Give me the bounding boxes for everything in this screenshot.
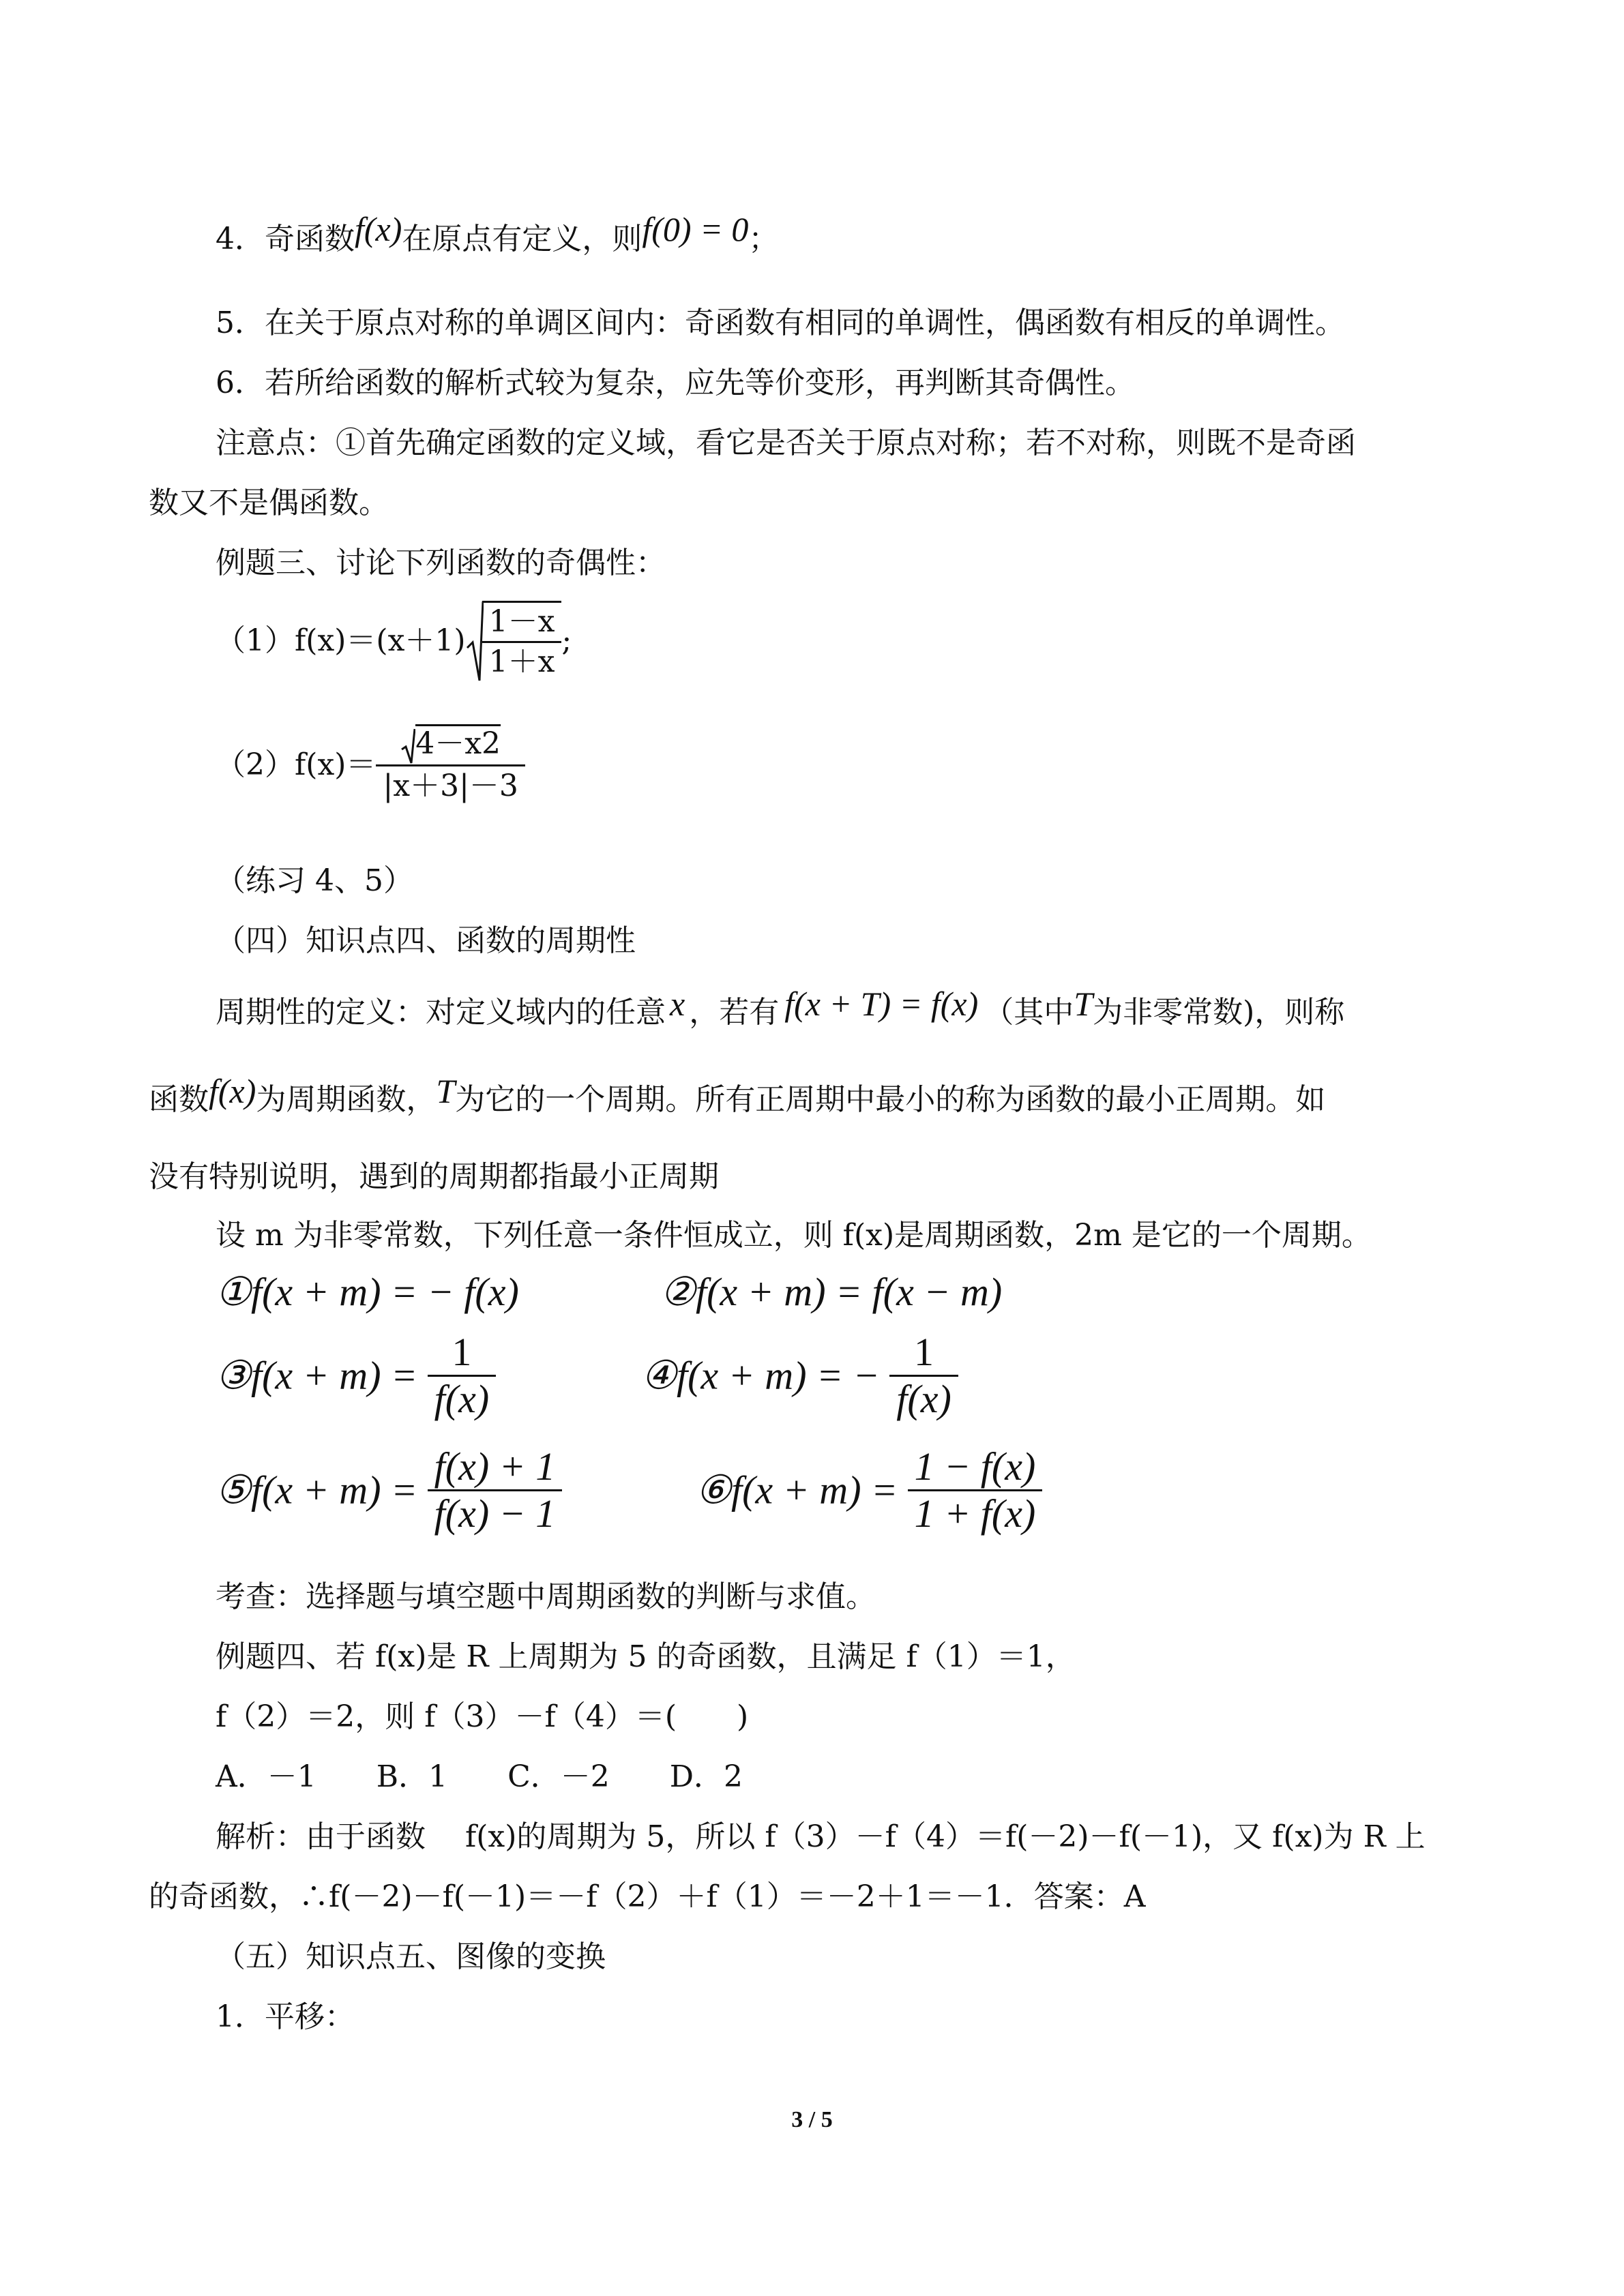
fraction [376, 724, 525, 806]
definition-line-1 [216, 985, 1345, 1033]
text: 周期性的定义：对定义域内的任意 [216, 995, 666, 1030]
denominator: 1 + f(x) [908, 1489, 1043, 1536]
math-T: T [1074, 985, 1093, 1023]
radicand: 4－x2 [415, 724, 501, 761]
denominator: f(x) [889, 1375, 958, 1422]
text: 为它的一个周期。所有正周期中最小的称为函数的最小正周期。如 [455, 1082, 1326, 1117]
radical-sign-icon [466, 600, 484, 682]
condition-1: ①f(x + m) = − f(x) [216, 1270, 519, 1314]
note-line-2: 数又不是偶函数。 [149, 486, 389, 520]
text: 为非零常数)，则称 [1093, 995, 1345, 1030]
math-x: x [670, 985, 685, 1023]
numerator: 1 [452, 1330, 472, 1374]
math-f0: f(0) = 0 [642, 210, 749, 248]
text: 4．奇函数 [216, 222, 355, 256]
fraction [428, 1330, 497, 1422]
math-fx: f(x) [209, 1072, 256, 1110]
example-4-line-2: f（2）＝2，则 f（3）－f（4）＝( ) [216, 1699, 749, 1734]
text: （其中 [984, 995, 1074, 1030]
lhs: ④f(x + m) = − [641, 1353, 880, 1398]
text: 函数 [149, 1082, 209, 1117]
practice-note: （练习 4、5） [216, 863, 413, 898]
text: ，若有 [689, 995, 780, 1030]
text: 在原点有定义，则 [402, 222, 643, 256]
exam-focus: 考查：选择题与填空题中周期函数的判断与求值。 [216, 1579, 876, 1614]
text: （1）f(x)＝(x＋1) [216, 623, 466, 658]
radical-sign-icon [400, 728, 415, 764]
example-3-heading: 例题三、讨论下列函数的奇偶性： [216, 546, 666, 580]
math-period-equation: f(x + T) = f(x) [784, 985, 979, 1023]
section-5-heading: （五）知识点五、图像的变换 [216, 1939, 606, 1974]
condition-4 [641, 1330, 958, 1422]
sqrt-expression [466, 600, 562, 682]
solution-line-2: 的奇函数，∴f(－2)－f(－1)＝－f（2）＋f（1）＝－2＋1＝－1．答案：A [149, 1879, 1146, 1914]
numerator: f(x) + 1 [434, 1444, 556, 1489]
lhs: ⑤f(x + m) = [216, 1467, 418, 1512]
lhs: ③f(x + m) = [216, 1353, 418, 1398]
math-T: T [436, 1072, 456, 1110]
text: （2）f(x)＝ [216, 747, 377, 782]
text: ； [748, 222, 779, 256]
fraction [889, 1330, 958, 1422]
item-6: 6．若所给函数的解析式较为复杂，应先等价变形，再判断其奇偶性。 [216, 366, 1135, 400]
fraction [428, 1444, 563, 1536]
denominator: f(x) − 1 [428, 1489, 563, 1536]
example-4-options: A．－1 B．1 C．－2 D．2 [216, 1759, 743, 1794]
numerator [376, 724, 525, 764]
fraction [482, 601, 562, 681]
example-4-line-1: 例题四、若 f(x)是 R 上周期为 5 的奇函数，且满足 f（1）＝1， [216, 1639, 1076, 1674]
text: 为周期函数， [256, 1082, 437, 1117]
definition-line-3: 没有特别说明，遇到的周期都指最小正周期 [149, 1159, 719, 1194]
lhs: ⑥f(x + m) = [696, 1467, 898, 1512]
condition-6 [696, 1444, 1042, 1536]
text: ; [561, 623, 572, 658]
condition-3 [216, 1330, 496, 1422]
definition-line-2 [149, 1072, 1326, 1120]
fraction [908, 1444, 1043, 1536]
example-3-part-1 [216, 600, 572, 682]
item-5: 5．在关于原点对称的单调区间内：奇函数有相同的单调性，偶函数有相反的单调性。 [216, 305, 1345, 340]
denominator: 1＋x [482, 641, 562, 681]
page-number: 3 / 5 [791, 2107, 833, 2132]
example-3-part-2 [216, 724, 525, 806]
math-fx: f(x) [355, 210, 402, 248]
translation-heading: 1．平移： [216, 1999, 355, 2034]
condition-5 [216, 1444, 562, 1536]
numerator: 1－x [488, 604, 555, 639]
numerator: 1 [914, 1330, 934, 1374]
condition-2: ②f(x + m) = f(x − m) [660, 1270, 1003, 1314]
note-line-1: 注意点：①首先确定函数的定义域，看它是否关于原点对称；若不对称，则既不是奇函 [216, 426, 1356, 460]
section-4-heading: （四）知识点四、函数的周期性 [216, 923, 636, 958]
solution-line-1: 解析：由于函数 f(x)的周期为 5，所以 f（3）－f（4）＝f(－2)－f(－1)，又 f(x)为 R 上 [216, 1819, 1426, 1854]
numerator: 1 − f(x) [914, 1444, 1036, 1489]
item-4 [216, 210, 779, 260]
denominator: f(x) [428, 1375, 497, 1422]
set-m-statement: 设 m 为非零常数，下列任意一条件恒成立，则 f(x)是周期函数，2m 是它的一个周期。 [216, 1218, 1372, 1253]
denominator: |x＋3|－3 [376, 764, 525, 806]
